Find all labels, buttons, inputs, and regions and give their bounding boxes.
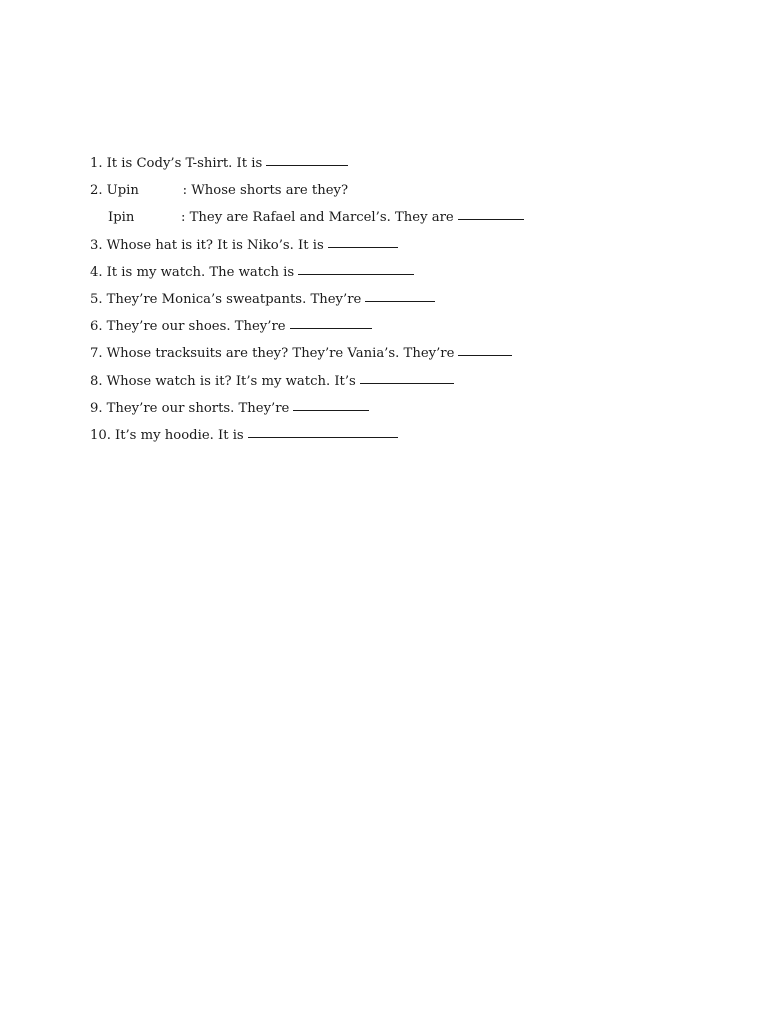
question-text: : Whose shorts are they? xyxy=(182,183,349,199)
question-5 xyxy=(90,286,690,313)
speaker-name: Upin xyxy=(106,183,139,199)
question-text: It is my watch. The watch is xyxy=(106,264,295,280)
question-10 xyxy=(90,422,690,449)
question-3 xyxy=(90,232,690,259)
question-number: 9. xyxy=(90,400,103,416)
question-number: 1. xyxy=(90,156,103,171)
question-text: Whose hat is it? It is Niko’s. It is xyxy=(106,237,324,253)
question-6 xyxy=(90,313,690,340)
question-text: It is Cody’s T-shirt. It is xyxy=(106,156,263,171)
question-text: It’s my hoodie. It is xyxy=(114,427,244,443)
answer-blank[interactable] xyxy=(298,273,414,275)
answer-blank[interactable] xyxy=(290,327,372,329)
question-7 xyxy=(90,340,690,367)
answer-blank[interactable] xyxy=(293,409,369,411)
answer-blank[interactable] xyxy=(365,300,435,302)
question-number: 2. xyxy=(90,183,103,199)
question-text: They’re Monica’s sweatpants. They’re xyxy=(106,291,362,307)
answer-blank[interactable] xyxy=(328,246,398,248)
question-number: 10. xyxy=(90,427,111,443)
question-2-ipin xyxy=(90,204,690,231)
question-1 xyxy=(90,150,690,177)
question-text: Whose tracksuits are they? They’re Vania’s. They’re xyxy=(106,346,455,362)
question-text: They’re our shorts. They’re xyxy=(106,400,290,416)
question-text: Whose watch is it? It’s my watch. It’s xyxy=(106,373,356,389)
answer-blank[interactable] xyxy=(458,218,524,220)
question-number: 3. xyxy=(90,237,103,253)
question-text: They’re our shoes. They’re xyxy=(106,319,286,335)
speaker-name: Ipin xyxy=(108,210,135,226)
answer-blank[interactable] xyxy=(458,354,512,356)
question-9 xyxy=(90,395,690,422)
question-text: : They are Rafael and Marcel’s. They are xyxy=(181,210,454,226)
question-2-upin xyxy=(90,177,690,204)
question-8 xyxy=(90,368,690,395)
question-number: 8. xyxy=(90,373,103,389)
answer-blank[interactable] xyxy=(360,382,454,384)
question-list xyxy=(90,150,690,449)
question-4 xyxy=(90,259,690,286)
answer-blank[interactable] xyxy=(266,164,348,166)
question-number: 5. xyxy=(90,291,103,307)
question-number: 4. xyxy=(90,264,103,280)
question-number: 7. xyxy=(90,346,103,362)
answer-blank[interactable] xyxy=(248,436,398,438)
question-number: 6. xyxy=(90,319,103,335)
